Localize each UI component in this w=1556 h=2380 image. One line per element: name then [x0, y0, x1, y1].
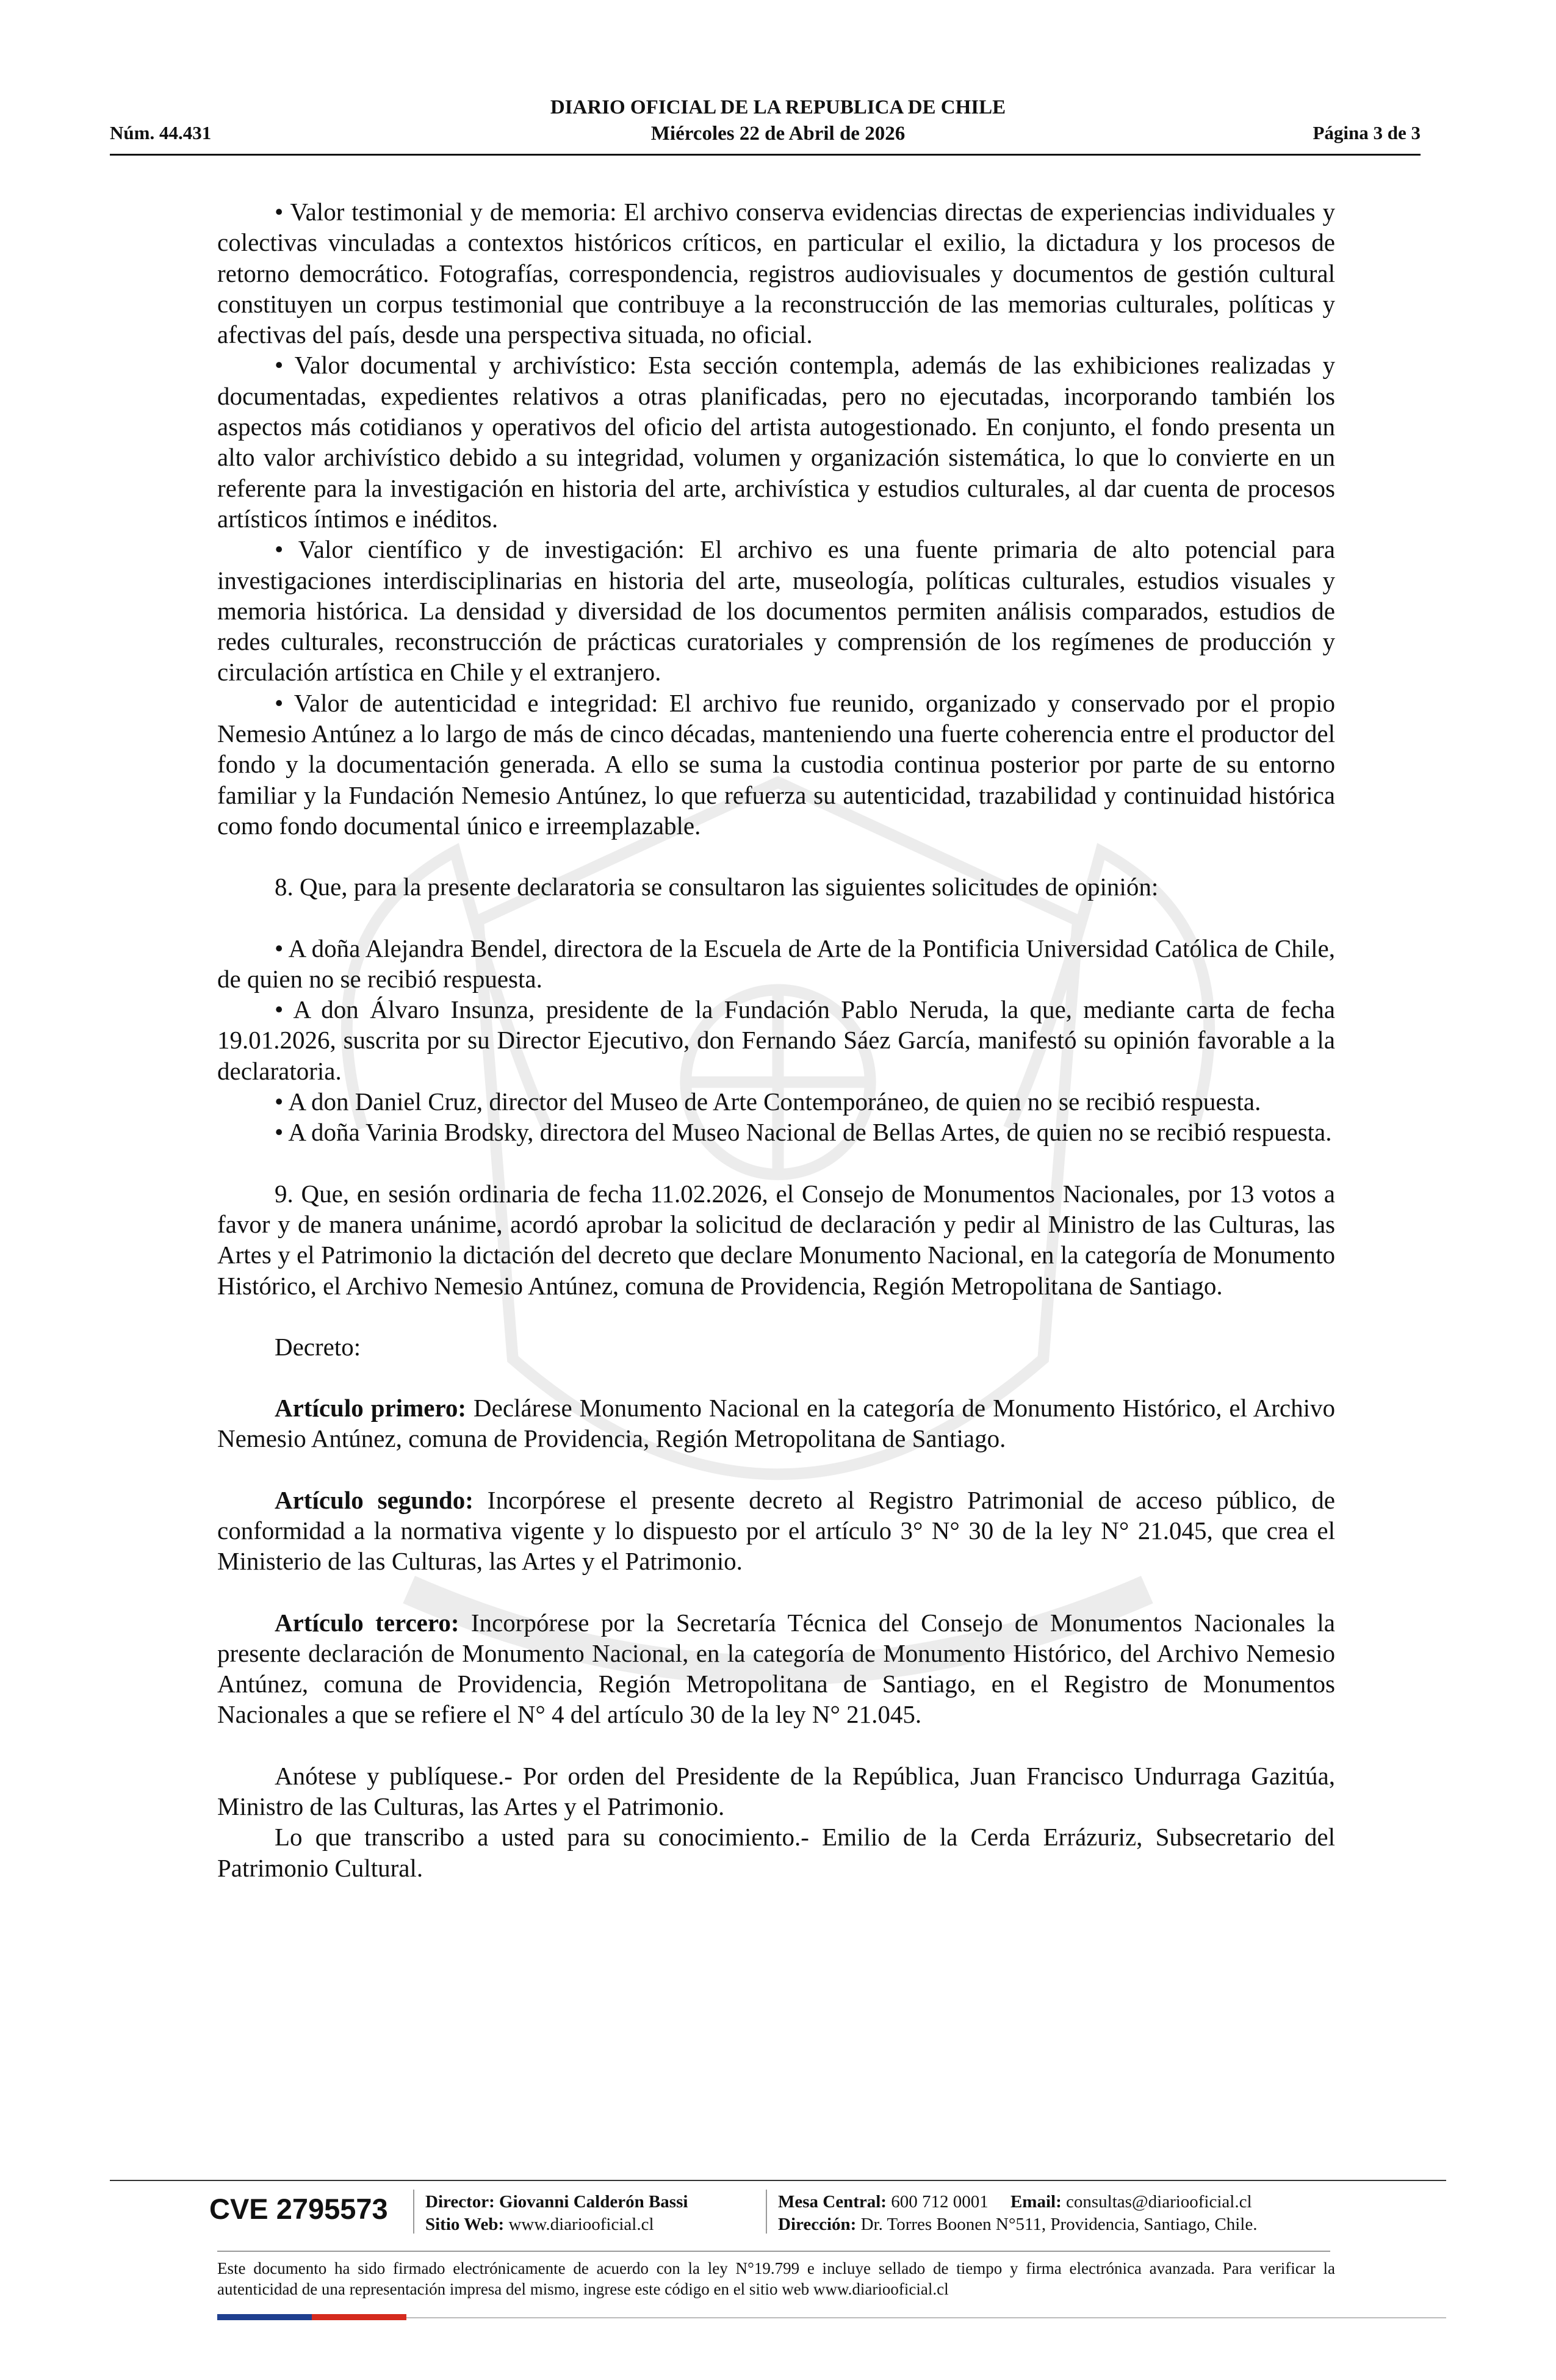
- footer-column-divider: [413, 2190, 414, 2234]
- flag-stripe-red: [312, 2314, 406, 2320]
- cve-code: CVE 2795573: [209, 2193, 388, 2225]
- paragraph: • A doña Alejandra Bendel, directora de la Escuela de Arte de la Pontificia Universidad Católica de Chile, de quien no se recibió respuesta.: [217, 934, 1335, 993]
- paragraph: • Valor de autenticidad e integridad: El archivo fue reunido, organizado y conservado por el propio Nemesio Antúnez a lo largo de más de cinco décadas, manteniendo una fuerte coherencia entre el productor del fondo y la documentación generada. A ello se suma la custodia continua posterior por parte de su entorno familiar y la Fundación Nemesio Antúnez, lo que refuerza su autenticidad, trazabilidad y continuidad histórica como fondo documental único e irreemplazable.: [217, 688, 1335, 840]
- paragraph: • A doña Varinia Brodsky, directora del Museo Nacional de Bellas Artes, de quien no se recibió respuesta.: [275, 1118, 1332, 1147]
- article-third: [217, 1607, 1335, 1730]
- paragraph: 8. Que, para la presente declaratoria se consultaron las siguientes solicitudes de opinión:: [275, 873, 1159, 901]
- header-divider: [110, 154, 1421, 156]
- closing-paragraph: Anótese y publíquese.- Por orden del Presidente de la República, Juan Francisco Undurraga Gazitúa, Ministro de las Culturas, las Artes y el Patrimonio.: [217, 1761, 1335, 1821]
- footer-column-divider: [766, 2190, 767, 2234]
- spacer: [217, 1454, 1335, 1485]
- director-label: Director:: [425, 2192, 495, 2212]
- closing-paragraph: Lo que transcribo a usted para su conocimiento.- Emilio de la Cerda Errázuriz, Subsecretario del Patrimonio Cultural.: [217, 1823, 1335, 1882]
- page-indicator: Página 3 de 3: [1313, 122, 1421, 143]
- article-label: Artículo primero:: [275, 1394, 467, 1423]
- paragraph: • A don Daniel Cruz, director del Museo de Arte Contemporáneo, de quien no se recibió respuesta.: [275, 1087, 1261, 1116]
- website-link[interactable]: www.diariooficial.cl: [508, 2215, 654, 2234]
- article-text: Incorpórese el presente decreto al Registro Patrimonial de acceso público, de conformidad a la normativa vigente y lo dispuesto por el artículo 3° N° 30 de la ley N° 21.045, que crea el Ministerio de las Culturas, las Artes y el Patrimonio.: [217, 1485, 1335, 1576]
- paragraph: 9. Que, en sesión ordinaria de fecha 11.02.2026, el Consejo de Monumentos Nacionales, por 13 votos a favor y de manera unánime, acordó aprobar la solicitud de declaración y pedir al Ministro de las Culturas, las Artes y el Patrimonio la dictación del decreto que declare Monumento Nacional, en la categoría de Monumento Histórico, el Archivo Nemesio Antúnez, comuna de Providencia, Región Metropolitana de Santiago.: [217, 1179, 1335, 1300]
- spacer: [217, 841, 1335, 871]
- paragraph: • A don Álvaro Insunza, presidente de la Fundación Pablo Neruda, la que, mediante carta de fecha 19.01.2026, suscrita por su Director Ejecutivo, don Fernando Sáez García, manifestó su opinión favorable a la declaratoria.: [217, 995, 1335, 1085]
- website-label: Sitio Web:: [425, 2215, 505, 2234]
- footer-contact-block: [778, 2191, 1257, 2236]
- article-label: Artículo tercero:: [275, 1608, 459, 1637]
- paragraph: • Valor testimonial y de memoria: El archivo conserva evidencias directas de experiencias individuales y colectivas vinculadas a contextos históricos críticos, en particular el exilio, la dictadura y los procesos de retorno democrático. Fotografías, correspondencia, registros audiovisuales y documentos de gestión cultural constituyen un corpus testimonial que contribuye a la reconstrucción de las memorias culturales, políticas y afectivas del país, desde una perspectiva situada, no oficial.: [217, 198, 1335, 349]
- document-body: [217, 197, 1335, 1883]
- footer-separator: [217, 2251, 1330, 2252]
- spacer: [217, 1577, 1335, 1607]
- address-text: Dr. Torres Boonen N°511, Providencia, Santiago, Chile.: [860, 2215, 1258, 2234]
- signature-notice: Este documento ha sido firmado electrónicamente de acuerdo con la ley N°19.799 e incluye sellado de tiempo y firma electrónica avanzada. Para verificar la autenticidad de una representación impresa del mismo, ingrese este código en el sitio web www.diariooficial.cl: [217, 2259, 1335, 2298]
- article-text: Declárese Monumento Nacional en la categoría de Monumento Histórico, el Archivo Nemesio Antúnez, comuna de Providencia, Región Metropolitana de Santiago.: [217, 1394, 1335, 1453]
- article-first: [217, 1393, 1335, 1454]
- article-second: [217, 1485, 1335, 1577]
- publication-title: DIARIO OFICIAL DE LA REPUBLICA DE CHILE: [550, 96, 1006, 118]
- email-label: Email:: [1010, 2192, 1062, 2212]
- email-link[interactable]: consultas@diariooficial.cl: [1066, 2192, 1252, 2212]
- phone-label: Mesa Central:: [778, 2192, 887, 2212]
- flag-stripe-blue: [217, 2314, 312, 2320]
- publication-date: Miércoles 22 de Abril de 2026: [650, 123, 906, 145]
- spacer: [217, 1148, 1335, 1178]
- phone-number: 600 712 0001: [891, 2192, 989, 2212]
- footer-bottom-rule: [406, 2317, 1446, 2318]
- issue-number: Núm. 44.431: [110, 122, 212, 143]
- address-label: Dirección:: [778, 2215, 857, 2234]
- decree-heading: Decreto:: [275, 1332, 361, 1361]
- article-text: Incorpórese por la Secretaría Técnica del Consejo de Monumentos Nacionales la presente declaración de Monumento Nacional, en la categoría de Monumento Histórico, del Archivo Nemesio Antúnez, comuna de Providencia, Región Metropolitana de Santiago, en el Registro de Monumentos Nacionales a que se refiere el N° 4 del artículo 30 de la ley N° 21.045.: [217, 1608, 1335, 1729]
- spacer: [217, 903, 1335, 933]
- spacer: [217, 1362, 1335, 1393]
- spacer: [217, 1301, 1335, 1332]
- spacer: [217, 1730, 1335, 1761]
- article-label: Artículo segundo:: [275, 1485, 474, 1514]
- footer-director-block: [425, 2191, 688, 2236]
- director-name: Giovanni Calderón Bassi: [499, 2192, 688, 2212]
- footer-divider: [110, 2180, 1446, 2181]
- paragraph: • Valor documental y archivístico: Esta sección contempla, además de las exhibiciones realizadas y documentadas, expedientes relativos a otras planificadas, pero no ejecutadas, incorporando también los aspectos más cotidianos y operativos del oficio del artista autogestionado. En conjunto, el fondo presenta un alto valor archivístico debido a su integridad, volumen y organización sistemática, lo que lo convierte en un referente para la investigación en historia del arte, archivística y estudios culturales, al dar cuenta de procesos artísticos íntimos e inéditos.: [217, 351, 1335, 533]
- paragraph: • Valor científico y de investigación: El archivo es una fuente primaria de alto potencial para investigaciones interdisciplinarias en historia del arte, museología, políticas culturales, estudios visuales y memoria histórica. La densidad y diversidad de los documentos permiten análisis comparados, estudios de redes culturales, reconstrucción de prácticas curatoriales y comprensión de los regímenes de producción y circulación artística en Chile y el extranjero.: [217, 535, 1335, 687]
